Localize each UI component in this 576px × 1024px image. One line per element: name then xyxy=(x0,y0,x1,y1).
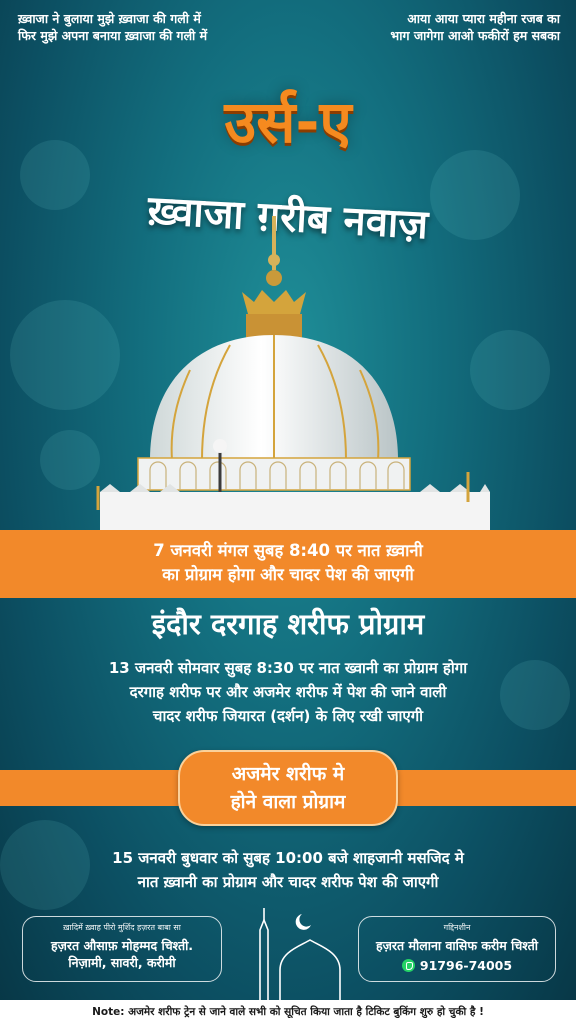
title-urs: उर्स-ए xyxy=(224,88,352,156)
host-caption: ख़ादिमें ख़्वाह पीरो मुर्शिद हज़रत बाबा सा xyxy=(63,923,181,932)
couplet-left: ख़्वाजा ने बुलाया मुझे ख़्वाजा की गली में फिर मुझे अपना बनाया ख़्वाजा की गली में xyxy=(18,11,208,43)
contact-phone xyxy=(359,954,555,973)
ajmer-program-badge: अजमेर शरीफ मे होने वाला प्रोग्राम xyxy=(178,750,398,826)
program-announcement-band: 7 जनवरी मंगल सुबह 8:40 पर नात ख़्वानी का प्रोग्राम होगा और चादर पेश की जाएगी xyxy=(0,530,576,598)
host-info-box xyxy=(22,916,222,982)
footer-note: Note: अजमेर शरीफ ट्रेन से जाने वाले सभी को सूचित किया जाता है टिकिट बुकिंग शुरु हो चुकी है ! xyxy=(0,1000,576,1024)
contact-name: हज़रत मौलाना वासिफ करीम चिश्ती xyxy=(376,938,538,953)
contact-info-box xyxy=(358,916,556,982)
contact-caption: गद्दिनशीन xyxy=(443,923,471,932)
dargah-dome-image xyxy=(80,210,510,530)
whatsapp-icon xyxy=(402,959,415,972)
ajmer-program-details: 15 जनवरी बुधवार को सुबह 10:00 बजे शाहजानी मसजिद मे नात ख़्वानी का प्रोग्राम और चादर शरीफ पेश की जाएगी xyxy=(112,849,464,891)
host-name: हज़रत औसाफ़ मोहम्मद चिश्ती. निज़ामी, सावरी, करीमी xyxy=(50,938,194,970)
indore-program-heading: इंदौर दरगाह शरीफ प्रोग्राम xyxy=(151,607,425,641)
contact-phone-number: 91796-74005 xyxy=(419,958,513,973)
couplet-right: आया आया प्यारा महीना रजब का भाग जागेगा आओ फकीरों हम सबका xyxy=(390,11,560,43)
mosque-silhouette-icon xyxy=(240,900,350,1000)
indore-program-details: 13 जनवरी सोमवार सुबह 8:30 पर नात ख्वानी का प्रोग्राम होगा दरगाह शरीफ पर और अजमेर शरीफ में पेश की जाने वाली चादर शरीफ जियारत (दर्शन) के लिए रखी जाएगी xyxy=(108,659,468,725)
title-khwaja-garib-nawaz: ख़्वाजा ग़रीब नवाज़ xyxy=(146,187,430,249)
